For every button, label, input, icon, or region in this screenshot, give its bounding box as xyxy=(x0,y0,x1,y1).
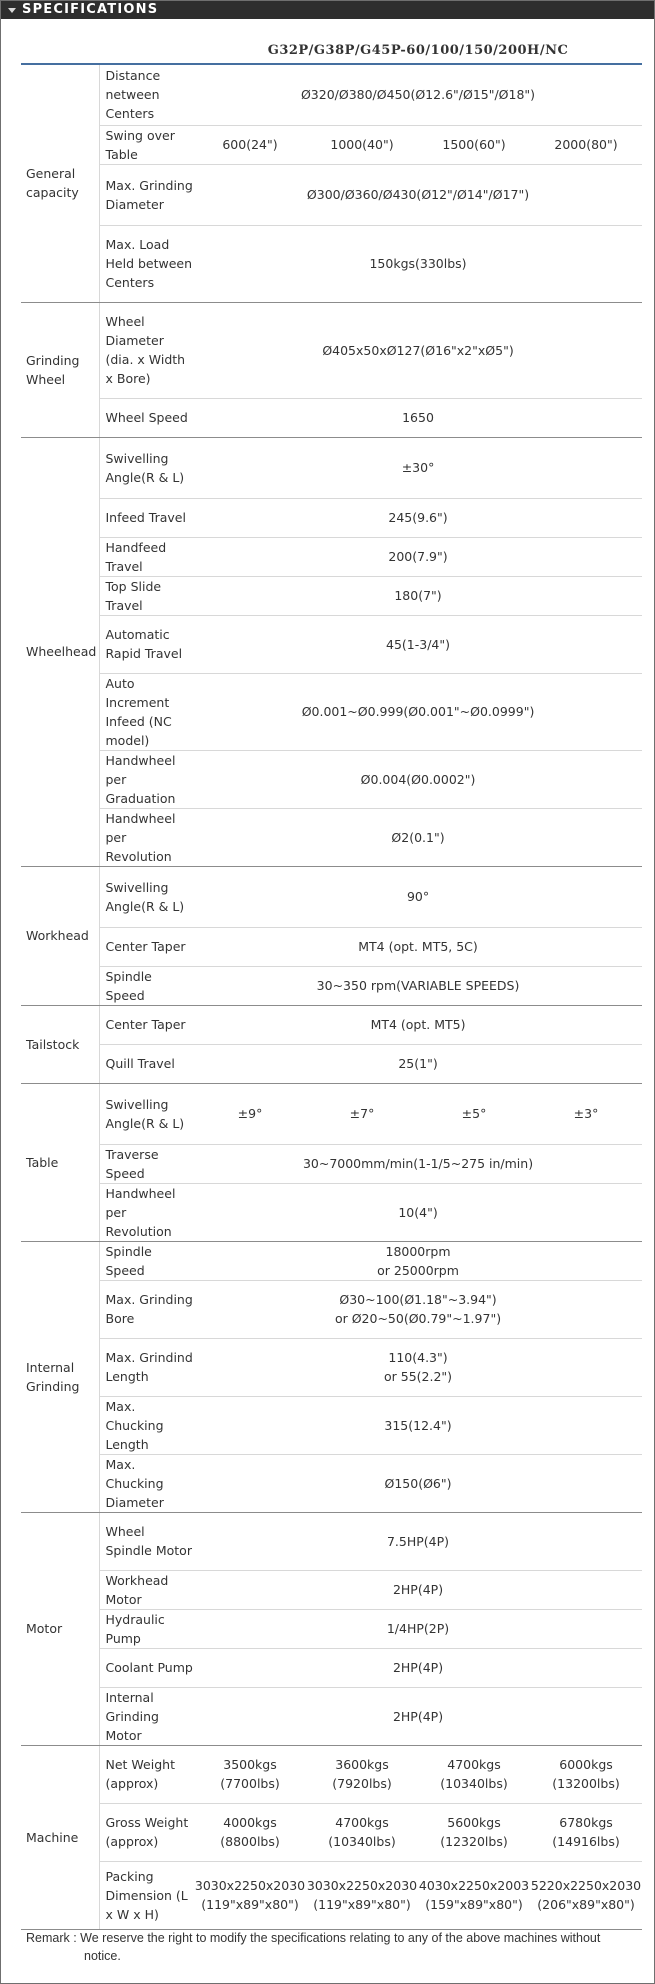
table-row xyxy=(21,1083,642,1144)
table-row xyxy=(21,615,642,673)
table-row xyxy=(21,498,642,537)
item-cell: Center Taper xyxy=(99,1005,194,1044)
table-row xyxy=(21,576,642,615)
spec-table xyxy=(21,38,642,1930)
table-row xyxy=(21,1005,642,1044)
value-cell: 180(7") xyxy=(194,576,642,615)
table-row xyxy=(21,1648,642,1687)
table-row xyxy=(21,1396,642,1454)
table-row xyxy=(21,1044,642,1083)
table-row xyxy=(21,537,642,576)
table-row xyxy=(21,1144,642,1183)
item-cell: Handwheel per Revolution xyxy=(99,808,194,866)
category-cell: Wheelhead xyxy=(21,437,99,866)
table-row xyxy=(21,225,642,302)
category-cell: Workhead xyxy=(21,866,99,1005)
item-cell: Swing over Table xyxy=(99,125,194,164)
value-cell: 200(7.9") xyxy=(194,537,642,576)
remark-line-2: notice. xyxy=(84,1949,121,1963)
table-row xyxy=(21,1512,642,1570)
item-cell: Spindle Speed xyxy=(99,966,194,1005)
table-row xyxy=(21,1570,642,1609)
value-cell: 3030x2250x2030 (119"x89"x80") xyxy=(194,1861,306,1929)
table-row xyxy=(21,398,642,437)
item-cell: Handwheel per Revolution xyxy=(99,1183,194,1241)
item-cell: Top Slide Travel xyxy=(99,576,194,615)
value-cell: 245(9.6") xyxy=(194,498,642,537)
table-row xyxy=(21,302,642,398)
remark xyxy=(26,1929,646,1965)
section-header[interactable] xyxy=(1,1,654,19)
value-cell: 2HP(4P) xyxy=(194,1570,642,1609)
value-cell: 110(4.3") or 55(2.2") xyxy=(194,1338,642,1396)
value-cell: 315(12.4") xyxy=(194,1396,642,1454)
triangle-down-icon[interactable] xyxy=(8,8,16,13)
item-cell: Max. Load Held between Centers xyxy=(99,225,194,302)
item-cell: Packing Dimension (L x W x H) xyxy=(99,1861,194,1929)
value-cell: MT4 (opt. MT5, 5C) xyxy=(194,927,642,966)
item-cell: Infeed Travel xyxy=(99,498,194,537)
item-cell: Gross Weight (approx) xyxy=(99,1803,194,1861)
table-row xyxy=(21,164,642,225)
item-cell: Auto Increment Infeed (NC model) xyxy=(99,673,194,750)
value-cell: 5220x2250x2030 (206"x89"x80") xyxy=(530,1861,642,1929)
value-cell: 1/4HP(2P) xyxy=(194,1609,642,1648)
value-cell: 6780kgs (14916lbs) xyxy=(530,1803,642,1861)
category-cell: Motor xyxy=(21,1512,99,1745)
value-cell: ±3° xyxy=(530,1083,642,1144)
table-row xyxy=(21,437,642,498)
item-cell: Quill Travel xyxy=(99,1044,194,1083)
item-cell: Distance netween Centers xyxy=(99,64,194,125)
category-cell: General capacity xyxy=(21,64,99,302)
value-cell: 1650 xyxy=(194,398,642,437)
value-cell: 4030x2250x2003 (159"x89"x80") xyxy=(418,1861,530,1929)
table-row xyxy=(21,866,642,927)
item-cell: Swivelling Angle(R & L) xyxy=(99,437,194,498)
table-row xyxy=(21,1609,642,1648)
value-cell: Ø405x50xØ127(Ø16"x2"xØ5") xyxy=(194,302,642,398)
spec-body xyxy=(21,64,642,1929)
value-cell: Ø0.001~Ø0.999(Ø0.001"~Ø0.0999") xyxy=(194,673,642,750)
item-cell: Coolant Pump xyxy=(99,1648,194,1687)
value-cell: 10(4") xyxy=(194,1183,642,1241)
item-cell: Workhead Motor xyxy=(99,1570,194,1609)
value-cell: 7.5HP(4P) xyxy=(194,1512,642,1570)
value-cell: 5600kgs (12320lbs) xyxy=(418,1803,530,1861)
value-cell: 25(1") xyxy=(194,1044,642,1083)
value-cell: Ø2(0.1") xyxy=(194,808,642,866)
value-cell: 2HP(4P) xyxy=(194,1687,642,1745)
value-cell: Ø30~100(Ø1.18"~3.94") or Ø20~50(Ø0.79"~1.97") xyxy=(194,1280,642,1338)
table-row xyxy=(21,1338,642,1396)
category-cell: Tailstock xyxy=(21,1005,99,1083)
value-cell: ±7° xyxy=(306,1083,418,1144)
table-row xyxy=(21,1861,642,1929)
model-header: G32P/G38P/G45P-60/100/150/200H/NC xyxy=(194,38,642,64)
item-cell: Net Weight (approx) xyxy=(99,1745,194,1803)
item-cell: Max. Grinding Diameter xyxy=(99,164,194,225)
value-cell: Ø300/Ø360/Ø430(Ø12"/Ø14"/Ø17") xyxy=(194,164,642,225)
table-row xyxy=(21,808,642,866)
table-row xyxy=(21,1745,642,1803)
value-cell: 3500kgs (7700lbs) xyxy=(194,1745,306,1803)
table-row xyxy=(21,673,642,750)
item-cell: Handwheel per Graduation xyxy=(99,750,194,808)
item-cell: Handfeed Travel xyxy=(99,537,194,576)
item-cell: Max. Grindind Length xyxy=(99,1338,194,1396)
table-row xyxy=(21,966,642,1005)
value-cell: 1000(40") xyxy=(306,125,418,164)
value-cell: 30~350 rpm(VARIABLE SPEEDS) xyxy=(194,966,642,1005)
table-row xyxy=(21,1454,642,1512)
item-cell: Max. Chucking Length xyxy=(99,1396,194,1454)
value-cell: 30~7000mm/min(1-1/5~275 in/min) xyxy=(194,1144,642,1183)
item-cell: Wheel Spindle Motor xyxy=(99,1512,194,1570)
table-row xyxy=(21,1687,642,1745)
category-cell: Machine xyxy=(21,1745,99,1929)
section-title: SPECIFICATIONS xyxy=(22,2,159,17)
item-cell: Wheel Diameter (dia. x Width x Bore) xyxy=(99,302,194,398)
value-cell: ±9° xyxy=(194,1083,306,1144)
item-cell: Spindle Speed xyxy=(99,1241,194,1280)
item-cell: Max. Chucking Diameter xyxy=(99,1454,194,1512)
value-cell: ±5° xyxy=(418,1083,530,1144)
value-cell: ±30° xyxy=(194,437,642,498)
value-cell: 6000kgs (13200lbs) xyxy=(530,1745,642,1803)
value-cell: 4700kgs (10340lbs) xyxy=(306,1803,418,1861)
item-cell: Swivelling Angle(R & L) xyxy=(99,866,194,927)
value-cell: 150kgs(330lbs) xyxy=(194,225,642,302)
item-cell: Center Taper xyxy=(99,927,194,966)
item-cell: Wheel Speed xyxy=(99,398,194,437)
value-cell: 2HP(4P) xyxy=(194,1648,642,1687)
model-header-row xyxy=(21,38,642,64)
value-cell: 4700kgs (10340lbs) xyxy=(418,1745,530,1803)
item-cell: Traverse Speed xyxy=(99,1144,194,1183)
value-cell: 90° xyxy=(194,866,642,927)
category-cell: Table xyxy=(21,1083,99,1241)
table-row xyxy=(21,927,642,966)
table-row xyxy=(21,1241,642,1280)
value-cell: 2000(80") xyxy=(530,125,642,164)
table-row xyxy=(21,1803,642,1861)
value-cell: 600(24") xyxy=(194,125,306,164)
category-cell: Internal Grinding xyxy=(21,1241,99,1512)
item-cell: Swivelling Angle(R & L) xyxy=(99,1083,194,1144)
item-cell: Internal Grinding Motor xyxy=(99,1687,194,1745)
value-cell: Ø150(Ø6") xyxy=(194,1454,642,1512)
value-cell: 1500(60") xyxy=(418,125,530,164)
remark-line-1: Remark : We reserve the right to modify the specifications relating to any of the above machines without xyxy=(26,1931,601,1945)
item-cell: Hydraulic Pump xyxy=(99,1609,194,1648)
value-cell: 3030x2250x2030 (119"x89"x80") xyxy=(306,1861,418,1929)
table-row xyxy=(21,1280,642,1338)
category-cell: Grinding Wheel xyxy=(21,302,99,437)
table-row xyxy=(21,125,642,164)
value-cell: Ø0.004(Ø0.0002") xyxy=(194,750,642,808)
value-cell: 3600kgs (7920lbs) xyxy=(306,1745,418,1803)
value-cell: 45(1-3/4") xyxy=(194,615,642,673)
value-cell: 4000kgs (8800lbs) xyxy=(194,1803,306,1861)
item-cell: Max. Grinding Bore xyxy=(99,1280,194,1338)
value-cell: 18000rpm or 25000rpm xyxy=(194,1241,642,1280)
table-row xyxy=(21,64,642,125)
table-row xyxy=(21,750,642,808)
item-cell: Automatic Rapid Travel xyxy=(99,615,194,673)
value-cell: Ø320/Ø380/Ø450(Ø12.6"/Ø15"/Ø18") xyxy=(194,64,642,125)
value-cell: MT4 (opt. MT5) xyxy=(194,1005,642,1044)
table-row xyxy=(21,1183,642,1241)
